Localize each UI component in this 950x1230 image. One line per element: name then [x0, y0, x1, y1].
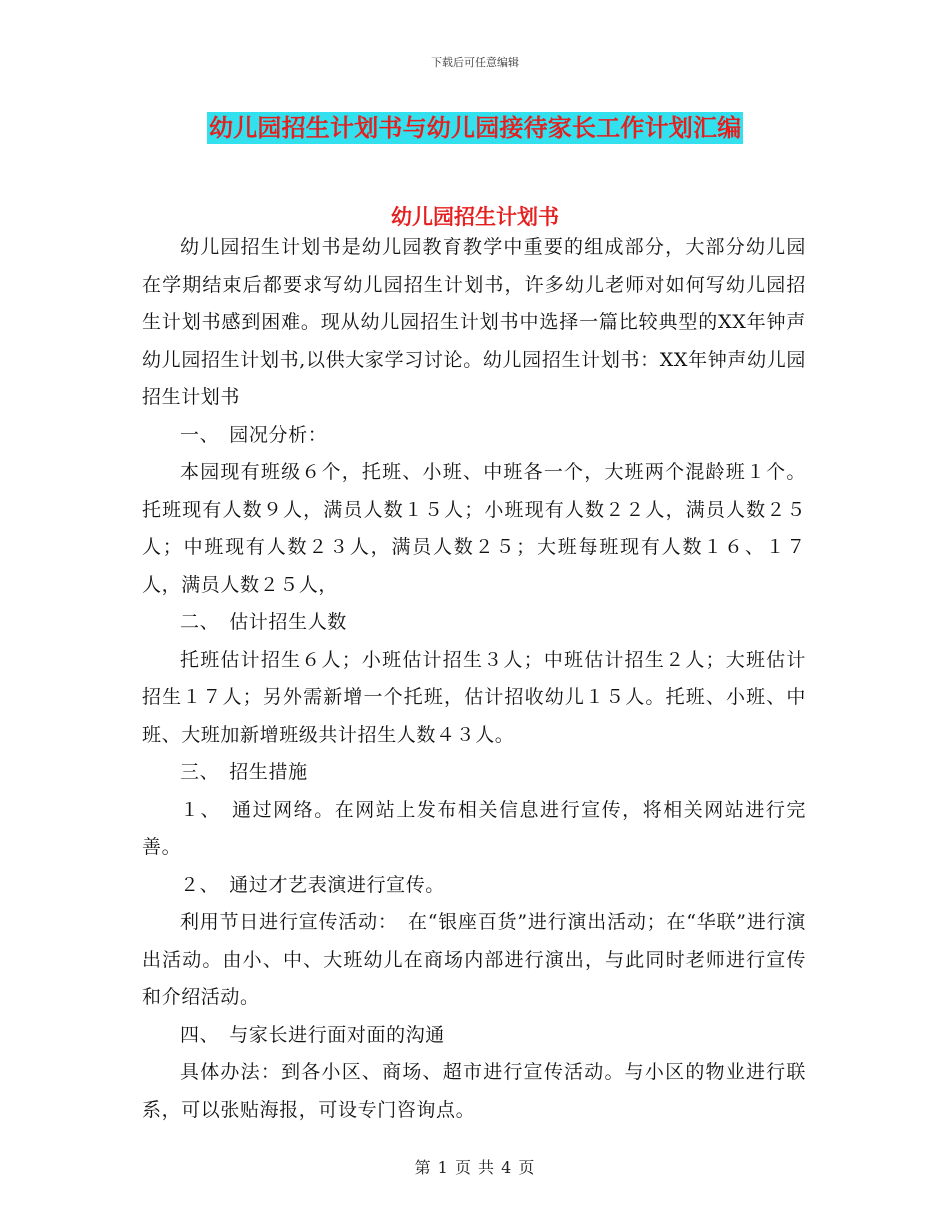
paragraph-measure-internet: １、 通过网络。在网站上发布相关信息进行宣传，将相关网站进行完善。 [142, 798, 806, 858]
document-body [142, 229, 806, 1129]
document-title: 幼儿园招生计划书与幼儿园接待家长工作计划汇编 [209, 113, 742, 142]
paragraph-specific-methods: 具体办法：到各小区、商场、超市进行宣传活动。与小区的物业进行联系，可以张贴海报，可设专门咨询点。 [142, 1061, 806, 1121]
paragraph-enrollment-estimate: 托班估计招生６人；小班估计招生３人；中班估计招生２人；大班估计招生１７人；另外需新增一个托班，估计招收幼儿１５人。托班、小班、中班、大班加新增班级共计招生人数４３人。 [142, 648, 806, 746]
section-title: 幼儿园招生计划书 [391, 204, 559, 229]
paragraph-holiday-activities: 利用节日进行宣传活动： 在“银座百货”进行演出活动；在“华联”进行演出活动。由小、中、大班幼儿在商场内部进行演出，与此同时老师进行宣传和介绍活动。 [142, 911, 806, 1008]
page-indicator: 第 1 页 共 4 页 [414, 1158, 536, 1177]
heading-situation-analysis: 一、 园况分析： [180, 423, 328, 446]
header-note: 下载后可任意编辑 [431, 56, 519, 69]
paragraph-measure-performance: ２、 通过才艺表演进行宣传。 [180, 873, 445, 896]
heading-parent-communication: 四、 与家长进行面对面的沟通 [180, 1023, 445, 1046]
heading-measures: 三、 招生措施 [180, 761, 308, 783]
paragraph-intro: 幼儿园招生计划书是幼儿园教育教学中重要的组成部分，大部分幼儿园在学期结束后都要求写幼儿园招生计划书，许多幼儿老师对如何写幼儿园招生计划书感到困难。现从幼儿园招生计划书中选择一篇比较典型的XX年钟声幼儿园招生计划书,以供大家学习讨论。幼儿园招生计划书：XX年钟声幼儿园招生计划书 [142, 236, 806, 408]
paragraph-class-counts: 本园现有班级６个，托班、小班、中班各一个，大班两个混龄班１个。托班现有人数９人，满员人数１５人；小班现有人数２２人，满员人数２５人；中班现有人数２３人，满员人数２５；大班每班现有人数１６、１７人，满员人数２５人， [142, 461, 806, 596]
heading-enrollment-estimate: 二、 估计招生人数 [180, 611, 347, 633]
